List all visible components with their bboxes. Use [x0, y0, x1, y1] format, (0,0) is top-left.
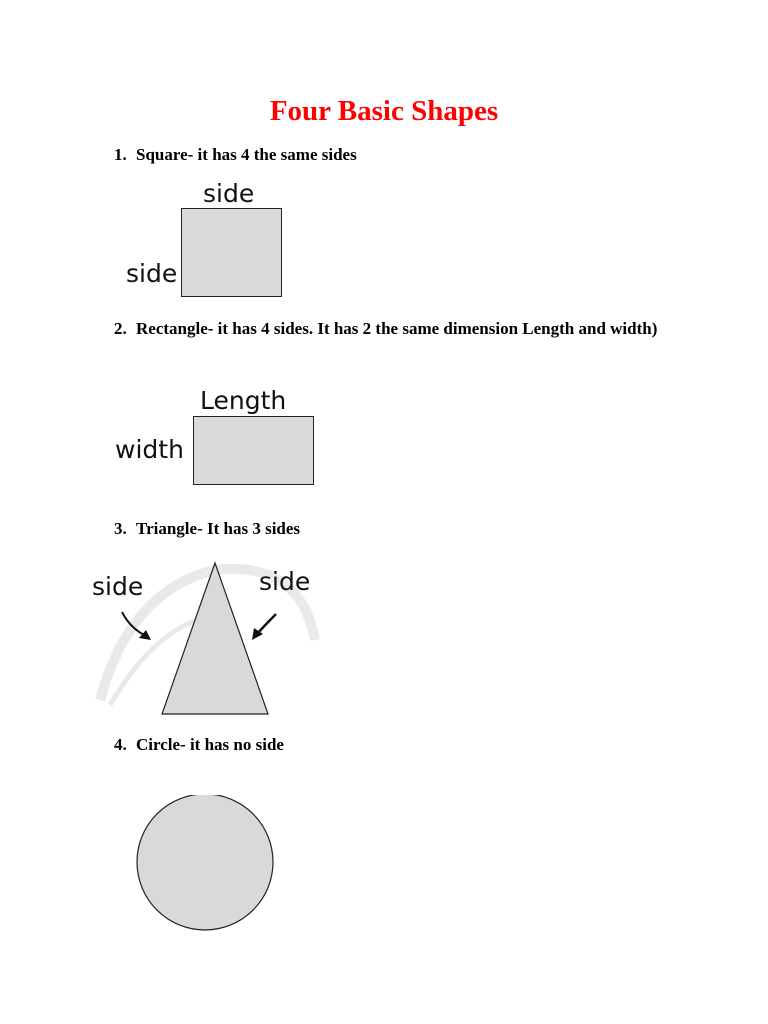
item-text: Circle- it has no side — [136, 735, 284, 754]
item-text: Rectangle- it has 4 sides. It has 2 the same dimension Length and width) — [136, 319, 658, 338]
triangle-left-label: side — [92, 572, 144, 601]
item-text: Square- it has 4 the same sides — [136, 145, 357, 164]
square-top-label: side — [203, 179, 255, 208]
page-title: Four Basic Shapes — [269, 95, 499, 127]
rectangle-left-label: width — [115, 435, 184, 464]
item-number: 3. — [114, 519, 127, 538]
item-number: 4. — [114, 735, 127, 754]
circle-shape — [137, 794, 273, 930]
item-number: 2. — [114, 319, 127, 338]
item-text: Triangle- It has 3 sides — [136, 519, 301, 538]
rectangle-top-label: Length — [200, 386, 287, 415]
triangle-right-label: side — [259, 567, 311, 596]
square-left-label: side — [126, 259, 178, 288]
item-number: 1. — [114, 145, 127, 164]
